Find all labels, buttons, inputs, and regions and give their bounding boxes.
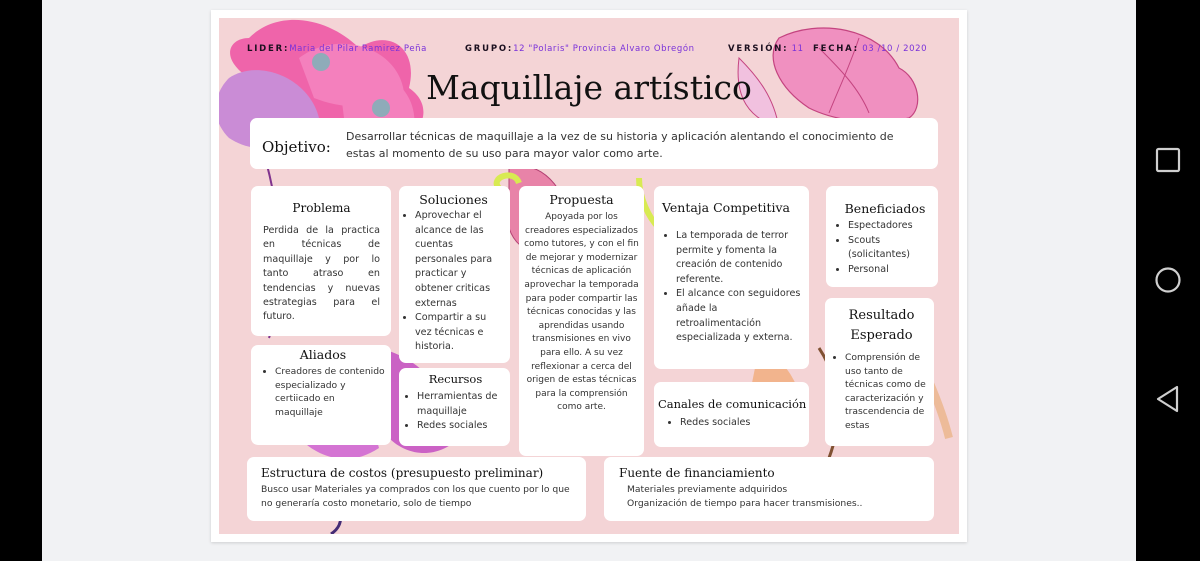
expected-result-title: Resultado Esperado	[848, 308, 915, 343]
competitive-advantage-title: Ventaja Competitiva	[662, 200, 791, 215]
home-circle-icon[interactable]	[1154, 266, 1182, 294]
date-label: FECHA:	[813, 44, 859, 54]
resources-list	[405, 390, 506, 434]
cost-structure-card	[247, 457, 586, 521]
channels-title: Canales de comunicación	[658, 397, 807, 411]
resources-title: Recursos	[428, 372, 483, 386]
leader-field	[247, 44, 427, 54]
objective-label: Objetivo:	[262, 138, 331, 156]
beneficiaries-item: • Personal	[848, 263, 934, 278]
solutions-item: • Aprovechar el alcance de las cuentas personales para practicar y obtener criticas externas	[415, 209, 504, 311]
android-nav-bar	[1136, 0, 1200, 561]
allies-card	[251, 345, 391, 445]
date-field	[813, 44, 927, 54]
problem-card	[251, 186, 391, 336]
competitive-advantage-list	[662, 229, 803, 346]
recents-square-icon[interactable]	[1154, 146, 1182, 174]
beneficiaries-card	[826, 186, 938, 287]
solutions-card	[399, 186, 510, 363]
problem-text: Perdida de la practica en técnicas de maquillaje y por lo tanto atraso en tendencias y nuevas estrategias para el futuro.	[263, 225, 380, 323]
beneficiaries-list	[836, 219, 934, 277]
channels-list	[658, 416, 807, 431]
objective-text: Desarrollar técnicas de maquillaje a la vez de su historia y aplicación alentando el conocimiento de estas al momento de su uso para mayor valor como arte.	[346, 130, 894, 160]
funding-source-card	[604, 457, 934, 521]
allies-title: Aliados	[299, 347, 347, 362]
allies-item: • Creadores de contenido especializado y certiicado en maquillaje	[275, 365, 385, 419]
leader-label: LIDER:	[247, 44, 290, 54]
solutions-item: • Compartir a su vez técnicas e historia.	[415, 311, 504, 355]
proposal-text: Apoyada por los creadores especializados como tutores, y con el fin de mejorar y modernizar técnicas de aplicación aprovechar la temporada para poder compartir las técnicas conocidas y las aprendidas usando transmisiones en vivo para ello. A su vez reflexionar a cerca del origen de estas técnicas para la comprensión como arte.	[524, 212, 639, 413]
solutions-list	[403, 209, 504, 355]
funding-source-line: Materiales previamente adquiridos	[627, 484, 788, 495]
funding-source-title: Fuente de financiamiento	[619, 466, 775, 480]
allies-list	[261, 365, 385, 419]
competitive-advantage-item: • La temporada de terror permite y fomenta la creación de contenido referente.	[676, 229, 803, 287]
lean-canvas	[219, 18, 959, 534]
beneficiaries-item: • Espectadores	[848, 219, 934, 234]
group-label: GRUPO:	[465, 44, 514, 54]
resources-item: • Redes sociales	[417, 419, 506, 434]
resources-item: • Herramientas de maquillaje	[417, 390, 506, 419]
cost-structure-title: Estructura de costos (presupuesto preliminar)	[261, 466, 544, 480]
objective-card	[250, 118, 938, 169]
channels-card	[654, 382, 809, 447]
funding-source-line: Organización de tiempo para hacer transmisiones..	[627, 497, 863, 509]
version-value: 11	[791, 44, 804, 54]
competitive-advantage-card	[654, 186, 809, 369]
leader-value: Maria del Pilar Ramirez Peña	[289, 44, 427, 54]
competitive-advantage-item: • El alcance con seguidores añade la retroalimentación especializada y externa.	[676, 287, 803, 345]
group-field	[465, 44, 695, 54]
proposal-card	[519, 186, 644, 456]
resources-card	[399, 368, 510, 446]
beneficiaries-title: Beneficiados	[844, 201, 926, 216]
date-value: 03 /10 / 2020	[862, 44, 928, 54]
cost-structure-text: Busco usar Materiales ya comprados con los que cuento por lo que no generaría costo monetario, solo de tiempo	[261, 484, 570, 509]
channels-item: • Redes sociales	[680, 416, 807, 431]
back-triangle-icon[interactable]	[1154, 385, 1182, 413]
problem-title: Problema	[292, 201, 351, 215]
solutions-title: Soluciones	[419, 192, 488, 207]
version-field	[728, 44, 804, 54]
group-value: 12 "Polaris" Provincia Alvaro Obregón	[513, 44, 695, 54]
page-title: Maquillaje artístico	[426, 68, 752, 107]
expected-result-card	[825, 298, 934, 446]
expected-result-item: • Comprensión de uso tanto de técnicas como de caracterización y trascendencia de estas	[845, 351, 930, 432]
version-label: VERSIÓN:	[728, 44, 789, 54]
beneficiaries-item: • Scouts (solicitantes)	[848, 234, 934, 263]
proposal-title: Propuesta	[549, 192, 614, 207]
left-black-bar	[0, 0, 42, 561]
expected-result-list	[833, 351, 930, 432]
document-page	[211, 10, 967, 542]
